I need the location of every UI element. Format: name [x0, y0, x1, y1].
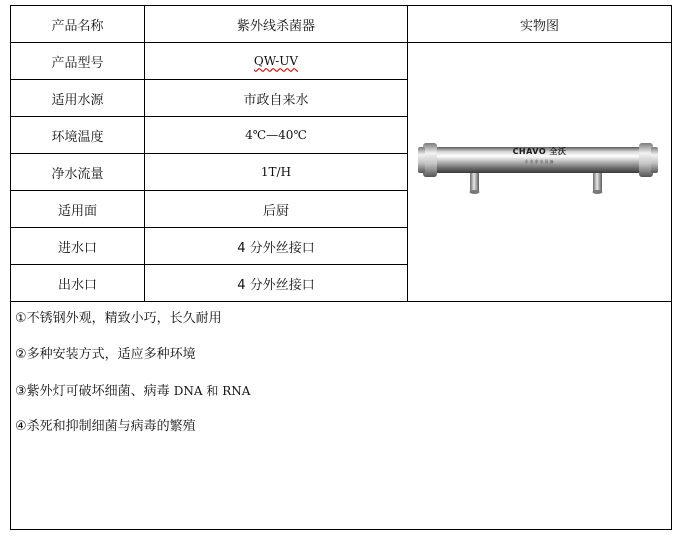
header-row [11, 6, 672, 43]
row-value-inlet: 4 分外丝接口 [145, 228, 408, 265]
feature-item [15, 344, 671, 380]
uv-sterilizer-image [415, 132, 665, 212]
feature-text: ③紫外灯可破坏细菌、病毒 [15, 384, 174, 399]
feature-latin-text: DNA [173, 384, 203, 398]
row-label-temperature: 环境温度 [11, 117, 145, 154]
feature-text: ④杀死和抑制细菌与病毒的繁殖 [15, 419, 196, 434]
flow-value: 1T/H [260, 164, 292, 179]
model-number: QW-UV [253, 53, 299, 68]
feature-item [15, 308, 671, 344]
row-label-flow: 净水流量 [11, 154, 145, 191]
row-label-inlet: 进水口 [11, 228, 145, 265]
features-cell [11, 302, 672, 530]
feature-item [15, 380, 671, 416]
feature-text: ①不锈钢外观，精致小巧，长久耐用 [15, 311, 222, 326]
row-value-model [145, 43, 408, 80]
row-label-application: 适用面 [11, 191, 145, 228]
feature-latin-suffix: 和 RNA [202, 384, 251, 398]
row-value-application: 后厨 [145, 191, 408, 228]
feature-text: ②多种安装方式，适应多种环境 [15, 347, 196, 362]
brand-label: CHAVO 全沃 [512, 147, 567, 156]
product-photo-cell [408, 43, 672, 302]
temperature-value: 4℃—40℃ [245, 127, 307, 142]
row-label-model: 产品型号 [11, 43, 145, 80]
brand-subtitle: 专业净水设备 [524, 159, 555, 164]
features-row [11, 302, 672, 530]
feature-item [15, 416, 671, 452]
header-product-name-value: 紫外线杀菌器 [145, 6, 408, 43]
row-label-outlet: 出水口 [11, 265, 145, 302]
row-value-outlet: 4 分外丝接口 [145, 265, 408, 302]
row-value-water-source: 市政自来水 [145, 80, 408, 117]
row-value-flow [145, 154, 408, 191]
row-label-water-source: 适用水源 [11, 80, 145, 117]
row-value-temperature [145, 117, 408, 154]
spec-table [10, 5, 672, 530]
table-row [11, 43, 672, 80]
header-product-name-label: 产品名称 [11, 6, 145, 43]
header-photo-label: 实物图 [408, 6, 672, 43]
